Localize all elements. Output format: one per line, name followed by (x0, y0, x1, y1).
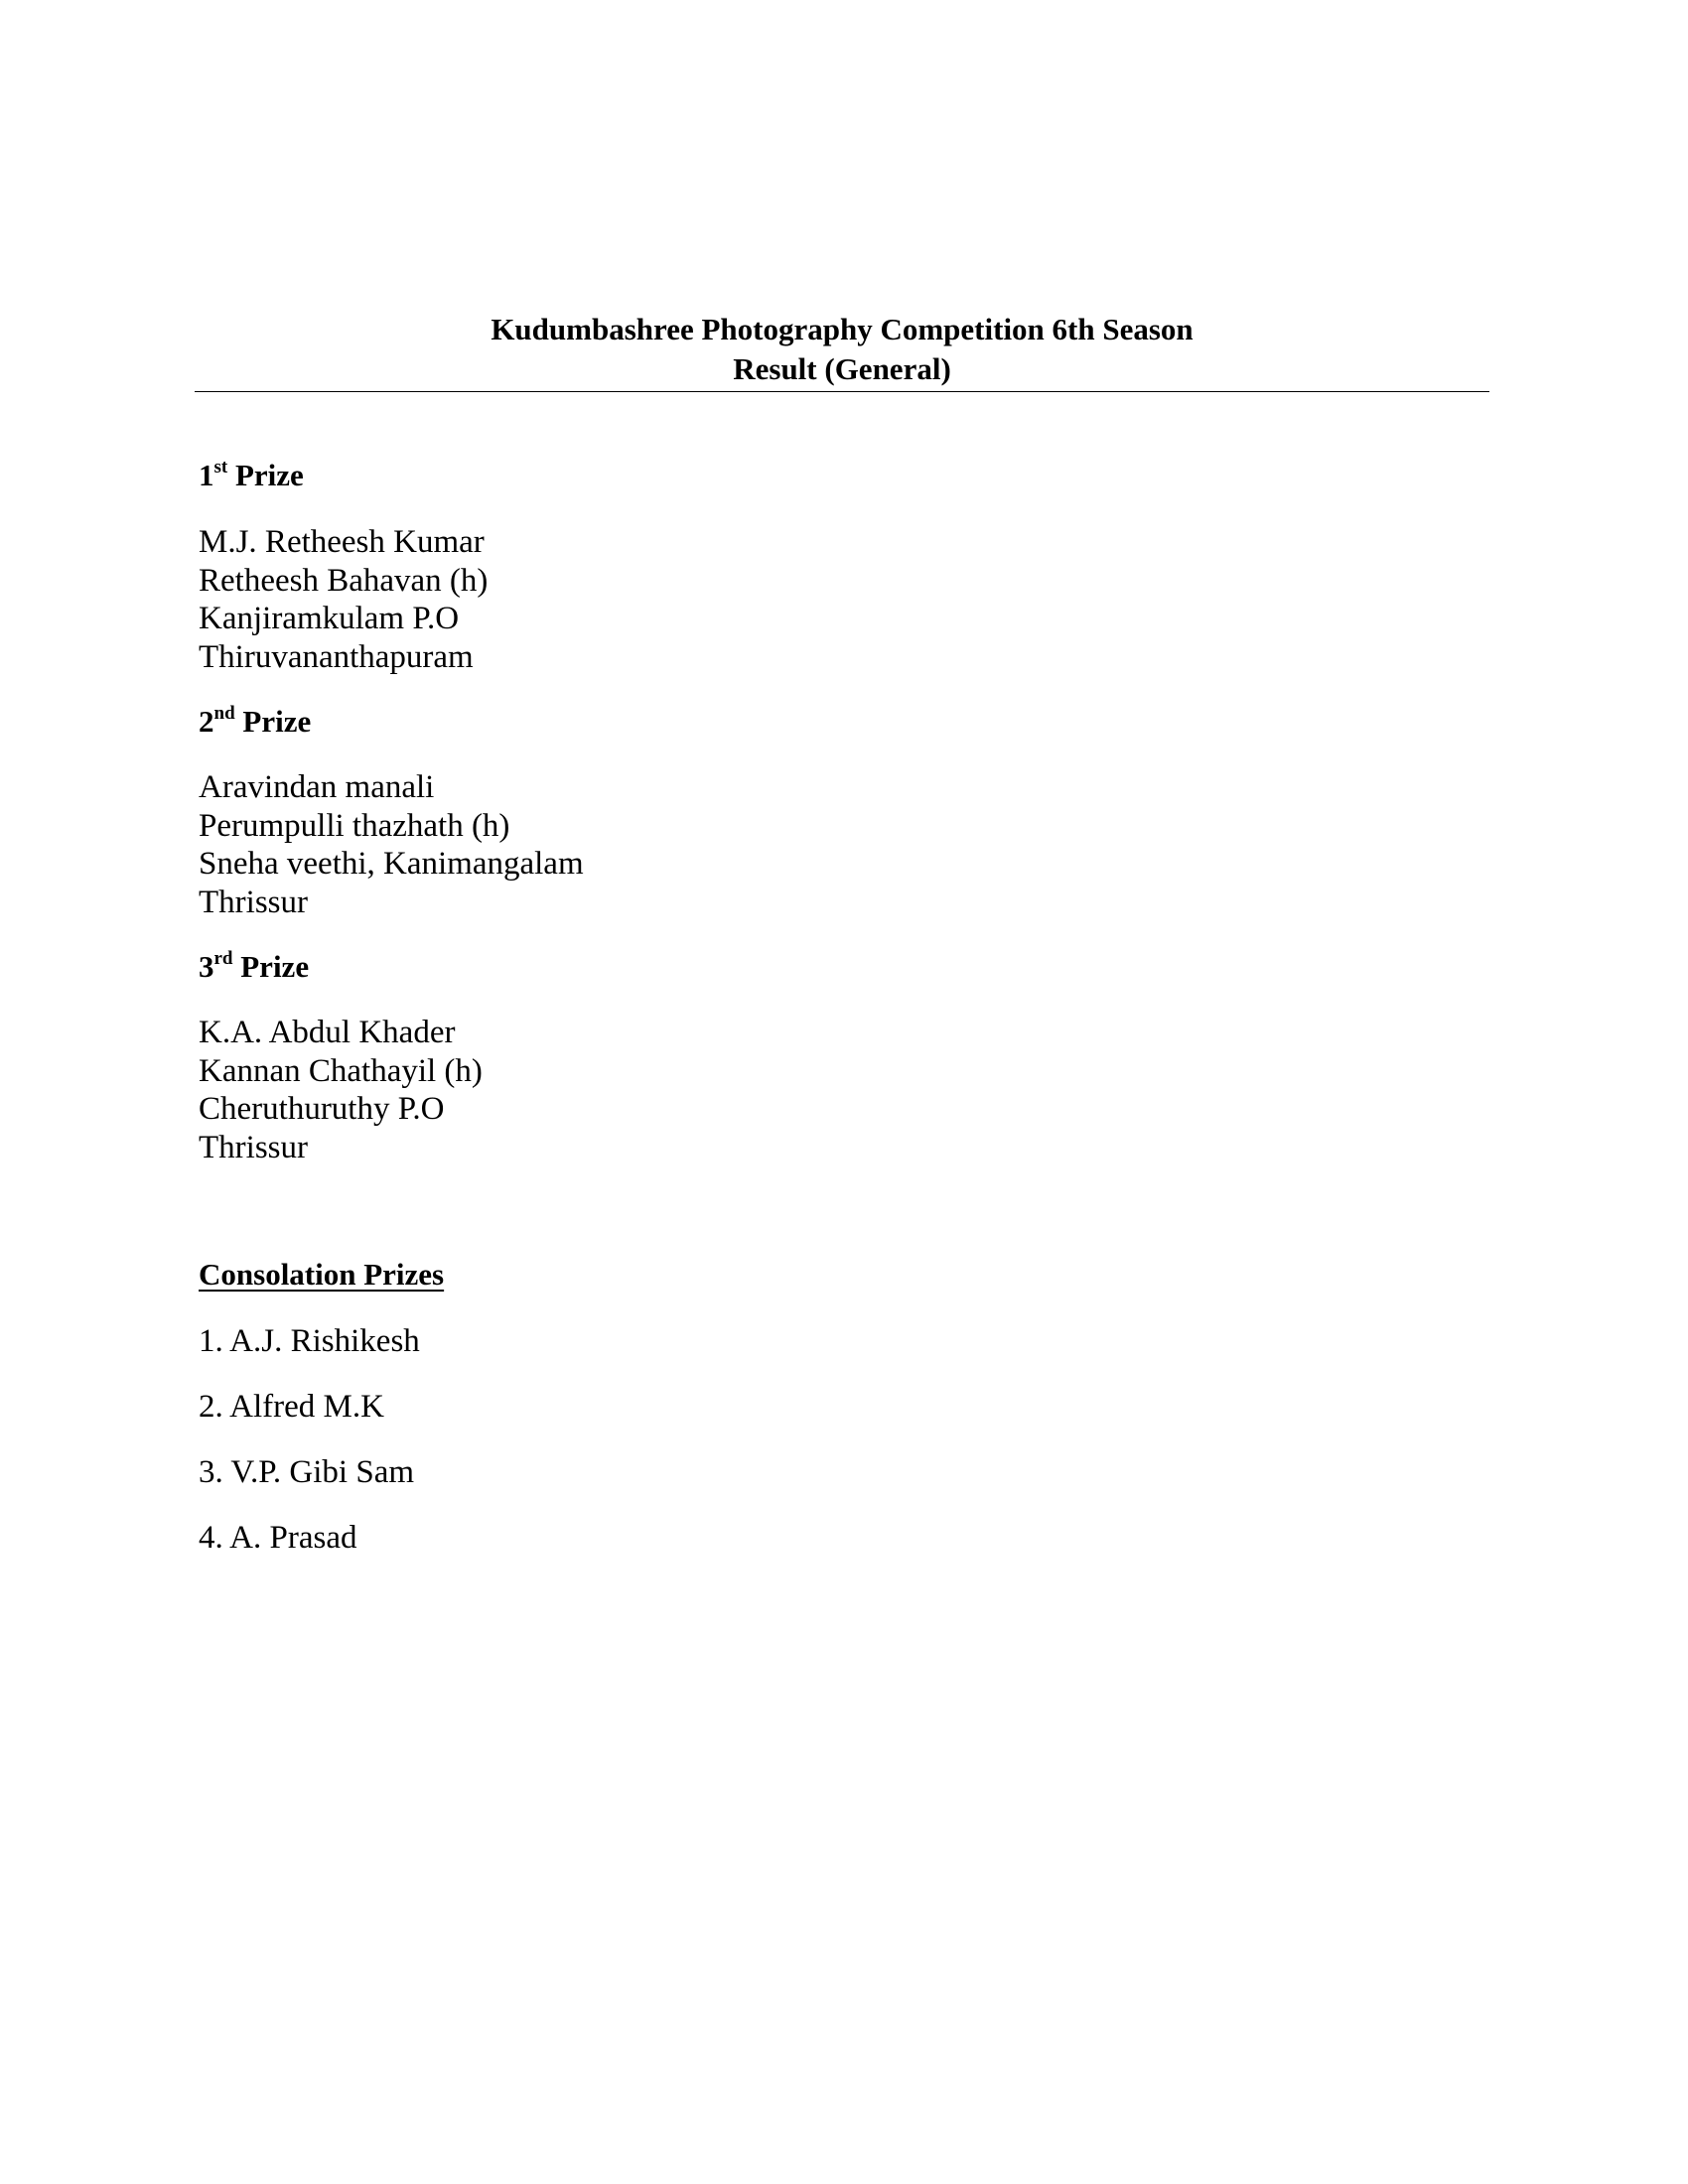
winner-district: Thiruvananthapuram (199, 638, 474, 675)
consolation-list-item: 2. Alfred M.K (199, 1389, 384, 1425)
winner-locality: Sneha veethi, Kanimangalam (199, 846, 584, 882)
winner-name: K.A. Abdul Khader (199, 1015, 456, 1050)
winner-house: Perumpulli thazhath (h) (199, 807, 510, 844)
third-prize-winner-address (199, 1014, 483, 1166)
winner-district: Thrissur (199, 1129, 308, 1165)
winner-district: Thrissur (199, 884, 308, 920)
consolation-list-item: 3. V.P. Gibi Sam (199, 1454, 415, 1490)
prize-rank-suffix: rd (213, 948, 233, 969)
header-divider (195, 391, 1489, 392)
second-prize-winner-address (199, 768, 584, 921)
document-subtitle: Result (General) (733, 351, 951, 386)
prize-rank-label: Prize (234, 458, 304, 492)
winner-locality: Cheruthuruthy P.O (199, 1091, 445, 1127)
prize-rank-number: 2 (199, 704, 214, 739)
prize-rank-suffix: nd (213, 703, 235, 724)
winner-house: Kannan Chathayil (h) (199, 1052, 483, 1089)
first-prize-heading (199, 457, 304, 494)
prize-rank-number: 1 (199, 458, 214, 492)
winner-house: Retheesh Bahavan (h) (199, 562, 489, 599)
prize-rank-number: 3 (199, 949, 214, 984)
consolation-list-item: 1. A.J. Rishikesh (199, 1323, 420, 1359)
winner-name: Aravindan manali (199, 769, 435, 805)
prize-rank-label: Prize (240, 949, 310, 984)
first-prize-winner-address (199, 523, 488, 676)
consolation-prizes-heading: Consolation Prizes (199, 1257, 445, 1292)
winner-name: M.J. Retheesh Kumar (199, 524, 485, 560)
winner-locality: Kanjiramkulam P.O (199, 601, 460, 636)
third-prize-heading (199, 948, 309, 986)
prize-rank-label: Prize (242, 704, 312, 739)
document-header (195, 310, 1489, 389)
consolation-list-item: 4. A. Prasad (199, 1520, 357, 1556)
second-prize-heading (199, 703, 311, 741)
prize-rank-suffix: st (213, 457, 228, 478)
document-title: Kudumbashree Photography Competition 6th Season (491, 312, 1194, 346)
